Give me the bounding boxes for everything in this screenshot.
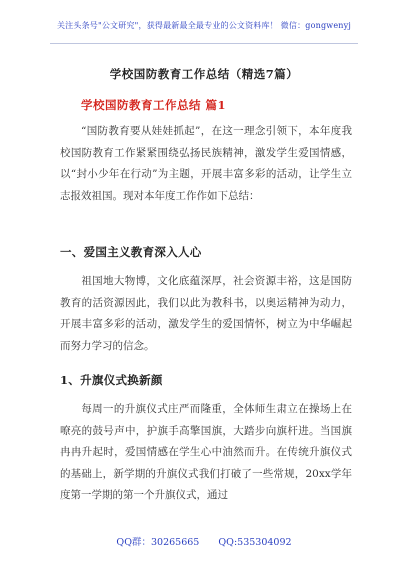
document-title: 学校国防教育工作总结（精选7篇） [109, 67, 299, 81]
footer-qq: QQ:535304092 [218, 537, 292, 548]
section-title: 学校国防教育工作总结 篇1 [81, 98, 227, 112]
header-divider [50, 43, 358, 44]
heading-patriotic-education: 一、爱国主义教育深入人心 [60, 245, 202, 259]
intro-text: “国防教育要从娃娃抓起”，在这一理念引领下，本年度我校国防教育工作紧紧围绕弘扬民族精神，激发学生爱国情感，以“封小少年在行动”为主题，开展丰富多彩的活动，让学生立志报效祖国。现对本年度工作作如下总结： [60, 125, 352, 202]
paragraph-2 [60, 399, 352, 507]
footer-contact [0, 534, 408, 548]
intro-paragraph [60, 121, 352, 207]
header-note: 关注头条号"公文研究"，获得最新最全最专业的公文资料库！ 微信：gongwenyj [56, 21, 352, 30]
paragraph-1-text: 祖国地大物博，文化底蕴深厚，社会资源丰裕，这是国防教育的活资源因此，我们以此为教科书，以奥运精神为动力，开展丰富多彩的活动，激发学生的爱国情怀，树立为中华崛起而努力学习的信念。 [60, 275, 352, 352]
footer-qq-group: QQ群：30265665 [116, 537, 200, 548]
paragraph-2-text: 每周一的升旗仪式庄严而隆重，全体师生肃立在操场上在嘹亮的鼓号声中，护旗手高擎国旗，大踏步向旗杆进。当国旗冉冉升起时，爱国情感在学生心中油然而升。在传统升旗仪式的基础上，新学期的升旗仪式我们打破了一些常规，20xx学年度第一学期的第一个升旗仪式，通过 [60, 403, 352, 501]
heading-flag-ceremony: 1、升旗仪式换新颜 [60, 373, 163, 387]
paragraph-1 [60, 271, 352, 357]
